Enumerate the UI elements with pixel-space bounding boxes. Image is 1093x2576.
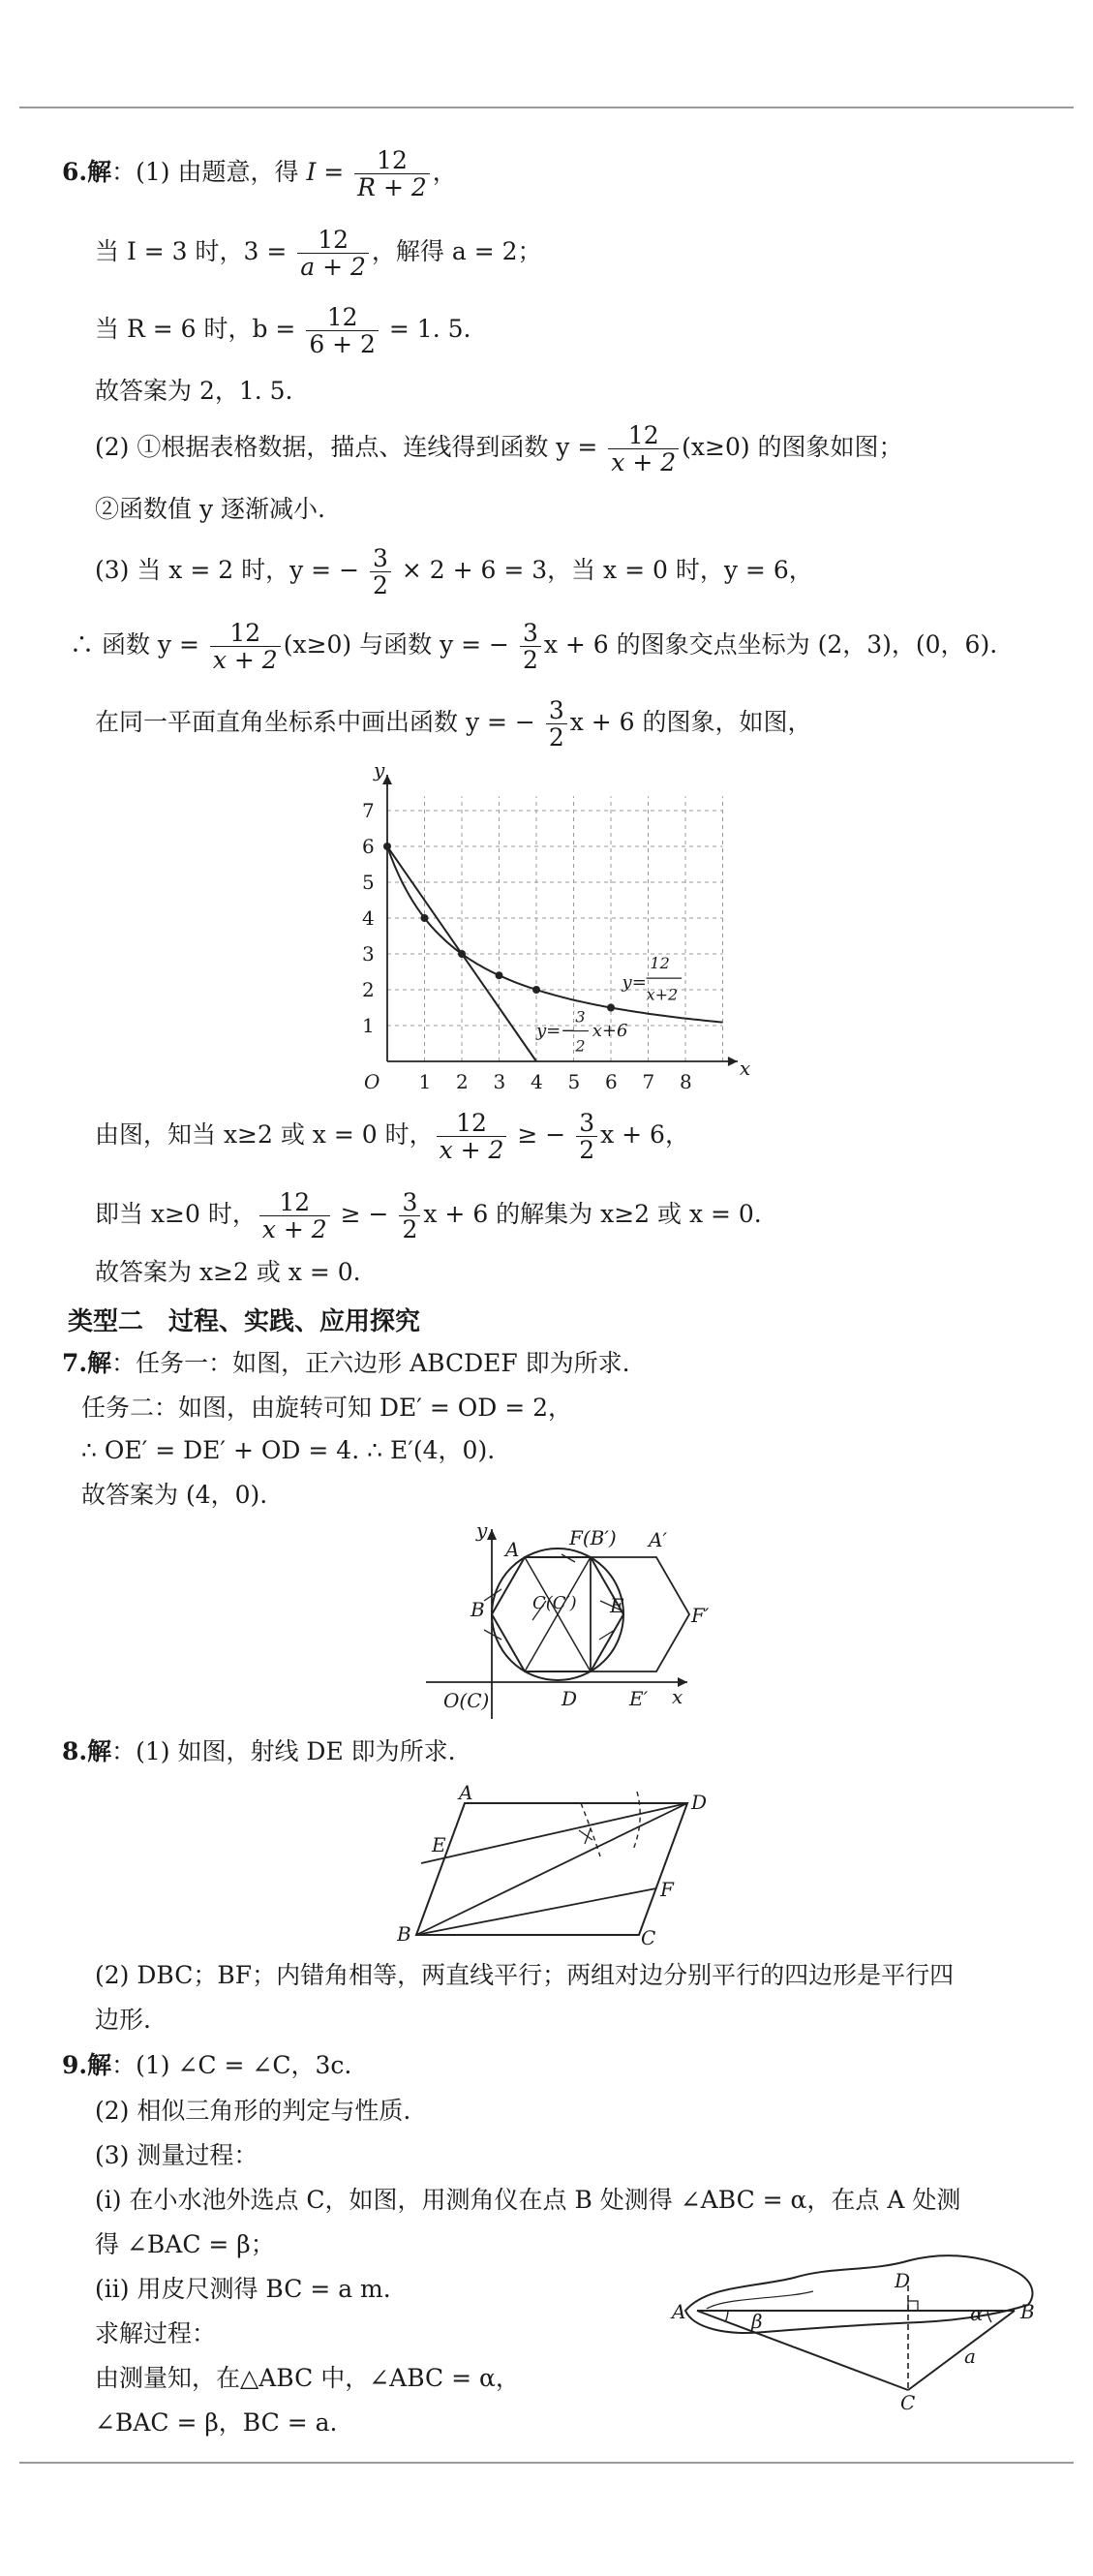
fraction: $\frac{12}{x + 2}$ [437,1110,507,1164]
q9-line-7: 求解过程： [95,2319,217,2347]
q7-line-4: 故答案为 (4，0). [81,1481,268,1509]
hex-label-y: y [476,1518,488,1542]
para-label-B: B [397,1922,411,1946]
origin-label: O [364,1070,380,1093]
data-point [383,843,391,850]
y-tick-label: 4 [362,906,375,930]
data-point [607,1004,615,1012]
x-tick-label: 4 [531,1070,543,1093]
fraction: $\frac{12}{a + 2}$ [297,227,369,281]
x-tick-label: 6 [605,1070,618,1093]
x-tick-label: 7 [642,1070,655,1093]
y-tick-label: 1 [362,1014,375,1037]
fraction: $\frac{12}{x + 2}$ [210,620,281,674]
hex-label-B: B [471,1598,485,1621]
para-label-D: D [691,1791,708,1814]
hex-label-F: F(B′) [569,1526,617,1549]
hex-label-D: D [562,1687,578,1710]
q9-number: 9. [62,2051,88,2079]
q9-line-8: 由测量知，在△ABC 中，∠ABC = α， [95,2364,520,2392]
q7-line-2: 任务二：如图，由旋转可知 DE′ = OD = 2， [81,1394,573,1422]
fraction: $\frac{12}{6 + 2}$ [306,304,379,358]
hex-label-E-prime: E′ [629,1687,649,1710]
q8-line-2: (2) DBC；BF；内错角相等，两直线平行；两组对边分别平行的四边形是平行四 [95,1961,955,1989]
data-point [532,986,540,994]
y-tick-label: 3 [362,942,375,966]
y-tick-label: 2 [362,978,375,1001]
q6-line-8: ∴ 函数 y = $\frac{12}{x + 2}$ (x≥0) 与函数 y = − $\frac{3}{2}$ x + 6 的图象交点坐标为 (2，3)，(0，6). [70,618,998,674]
y-tick-label: 7 [362,799,375,822]
data-point [421,914,429,922]
line-label-lhs: y=− [536,1021,576,1042]
line-label-den: 2 [575,1036,586,1056]
q6-line-10: 由图，知当 x≥2 或 x = 0 时， $\frac{12}{x + 2}$ ≥ − $\frac{3}{2}$ x + 6， [95,1108,689,1164]
q6-line-7: (3) 当 x = 2 时，y = − $\frac{3}{2}$ × 2 + 6 = 3，当 x = 0 时，y = 6， [95,543,813,599]
fraction: $\frac{3}{2}$ [546,697,567,751]
bottom-rule [19,2462,1074,2464]
line-label-num: 3 [575,1007,586,1027]
q6-number: 6. [62,158,88,186]
x-axis-arrow [728,1057,738,1066]
q6-line-11: 即当 x≥0 时， $\frac{12}{x + 2}$ ≥ − $\frac{3}{2}$ x + 6 的解集为 x≥2 或 x = 0. [95,1187,762,1243]
q7-line-1: 7.解：任务一：如图，正六边形 ABCDEF 即为所求. [62,1349,630,1377]
curve-label-lhs: y= [622,972,647,994]
pond-label-C: C [900,2391,916,2411]
q6-line-9: 在同一平面直角坐标系中画出函数 y = − $\frac{3}{2}$ x + 6 的图象，如图， [95,695,812,751]
y-tick-label: 5 [362,871,375,894]
q6-line-3: 当 R = 6 时，b = $\frac{12}{6 + 2}$ = 1. 5. [95,302,471,358]
x-tick-label: 1 [418,1070,432,1093]
x-tick-label: 3 [493,1070,506,1093]
q7-line-3: ∴ OE′ = DE′ + OD = 4. ∴ E′(4，0). [81,1436,496,1464]
q8-line-1: 8.解：(1) 如图，射线 DE 即为所求. [62,1737,456,1765]
q9-line-1: 9.解：(1) ∠C = ∠C，3c. [62,2051,352,2079]
fraction: $\frac{12}{x + 2}$ [608,422,679,476]
y-tick-label: 6 [362,835,375,858]
q6-line-2: 当 I = 3 时，3 = $\frac{12}{a + 2}$ ，解得 a = 2； [95,225,542,281]
curve-label-num: 12 [650,953,670,972]
pond-label-D: D [895,2269,911,2292]
q9-line-9: ∠BAC = β，BC = a. [95,2408,338,2437]
curve-label-den: x+2 [646,985,679,1004]
pond-label-a: a [964,2345,976,2368]
x-tick-label: 8 [680,1070,692,1093]
hex-label-O: O(C) [443,1689,490,1712]
q6-line-5: (2) ①根据表格数据，描点、连线得到函数 y = $\frac{12}{x + 2}$ (x≥0) 的图象如图； [95,420,903,476]
pond-label-beta: β [751,2310,763,2333]
y-axis-label: y [374,758,385,782]
pond-figure [668,2227,1055,2411]
q9-line-3: (3) 测量过程： [95,2141,258,2169]
section-heading: 类型二 过程、实践、应用探究 [68,1307,421,1336]
data-point [496,971,503,979]
fraction: $\frac{3}{2}$ [520,620,541,674]
hex-label-A: A [505,1538,520,1561]
data-point [458,950,466,958]
function-graph [349,753,765,1102]
hex-label-x: x [672,1685,683,1708]
hex-label-C: C(C′) [532,1593,577,1613]
fraction: $\frac{3}{2}$ [399,1189,420,1243]
hex-label-F-prime: F′ [691,1604,710,1627]
q9-line-2: (2) 相似三角形的判定与性质. [95,2097,411,2125]
pond-label-B: B [1020,2300,1035,2323]
pond-label-alpha: α [970,2302,984,2325]
hexagon-figure [416,1516,726,1729]
x-tick-label: 5 [567,1070,581,1093]
q7-number: 7. [62,1349,88,1377]
q6-line-1: 6.解：(1) 由题意，得 I = $\frac{12}{R + 2}$ ， [62,145,457,201]
q8-line-3: 边形. [95,2006,151,2034]
q9-line-6: (ⅱ) 用皮尺测得 BC = a m. [95,2275,391,2303]
x-tick-label: 2 [456,1070,469,1093]
para-label-A: A [459,1782,473,1804]
pond-label-A: A [672,2300,686,2323]
fraction: $\frac{3}{2}$ [576,1110,597,1164]
q9-line-4: (ⅰ) 在小水池外选点 C，如图，用测角仪在点 B 处测得 ∠ABC = α，在点 A 处测 [95,2186,961,2214]
fraction: $\frac{12}{R + 2}$ [354,147,430,201]
q6-line-12: 故答案为 x≥2 或 x = 0. [95,1258,361,1286]
x-axis-label: x [739,1057,751,1080]
fraction: $\frac{12}{x + 2}$ [259,1189,330,1243]
hex-label-E: E [610,1594,624,1617]
line-label-rhs: x+6 [592,1021,628,1042]
hex-label-A-prime: A′ [649,1528,667,1551]
q6-line-4: 故答案为 2，1. 5. [95,377,293,405]
q8-number: 8. [62,1737,88,1765]
para-label-E: E [432,1833,446,1856]
top-rule [19,107,1074,108]
fraction: $\frac{3}{2}$ [370,545,391,599]
q9-line-5: 得 ∠BAC = β； [95,2230,275,2258]
para-label-F: F [660,1878,674,1901]
parallelogram-figure [397,1782,726,1947]
q6-line-6: ②函数值 y 逐渐减小. [95,495,325,523]
para-label-C: C [641,1926,656,1947]
